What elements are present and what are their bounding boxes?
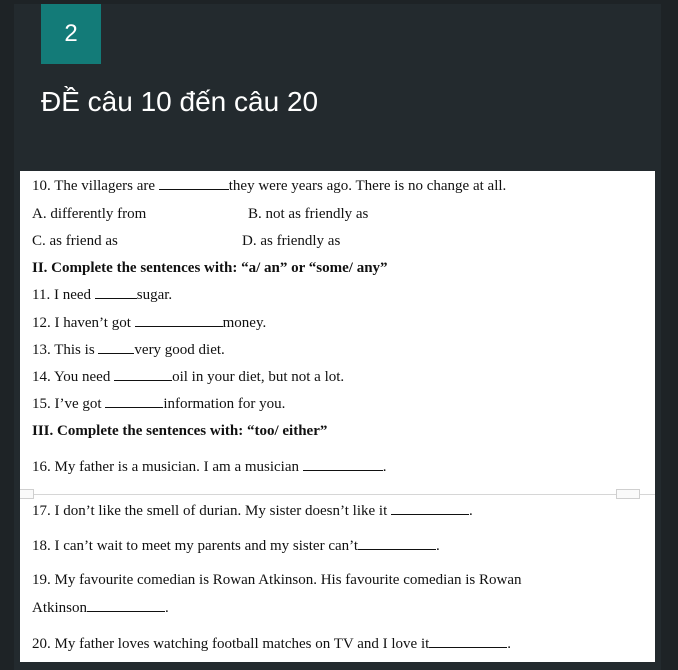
question-17: 17. I don’t like the smell of durian. My sister doesn’t like it . [32, 503, 473, 519]
option-c: C. as friend as [32, 233, 118, 249]
answer-blank [159, 177, 229, 190]
answer-blank [114, 368, 172, 381]
answer-blank [358, 537, 436, 550]
question-18: 18. I can’t wait to meet my parents and my sister can’t . [32, 538, 440, 554]
answer-blank [105, 395, 163, 408]
document-image [20, 171, 655, 662]
answer-blank [135, 314, 223, 327]
question-14: 14. You need oil in your diet, but not a lot. [32, 369, 345, 385]
answer-blank [87, 599, 165, 612]
page-marker-right [616, 489, 640, 499]
question-15: 15. I’ve got information for you. [32, 396, 286, 412]
page-marker-left [20, 489, 34, 499]
number-badge: 2 [41, 4, 101, 64]
answer-blank [303, 458, 383, 471]
answer-blank [98, 341, 134, 354]
question-20: 20. My father loves watching football matches on TV and I love it . [32, 636, 512, 652]
section-3-heading: III. Complete the sentences with: “too/ either” [32, 423, 328, 439]
option-b: B. not as friendly as [248, 206, 369, 222]
question-11: 11. I need sugar. [32, 287, 173, 303]
post-title: ĐỀ câu 10 đến câu 20 [41, 86, 319, 117]
question-19-line-1: 19. My favourite comedian is Rowan Atkinson. His favourite comedian is Rowan [32, 572, 522, 588]
answer-blank [429, 635, 507, 648]
option-a: A. differently from [32, 206, 147, 222]
answer-blank [95, 286, 137, 299]
question-12: 12. I haven’t got money. [32, 315, 267, 331]
question-19-line-2: Atkinson . [32, 600, 169, 616]
answer-blank [391, 502, 469, 515]
question-10: 10. The villagers are they were years ago. There is no change at all. [32, 178, 507, 194]
question-13: 13. This is very good diet. [32, 342, 225, 358]
section-2-heading: II. Complete the sentences with: “a/ an” or “some/ any” [32, 260, 388, 276]
page-divider [20, 494, 655, 495]
option-d: D. as friendly as [242, 233, 341, 249]
question-16: 16. My father is a musician. I am a musician . [32, 459, 387, 475]
